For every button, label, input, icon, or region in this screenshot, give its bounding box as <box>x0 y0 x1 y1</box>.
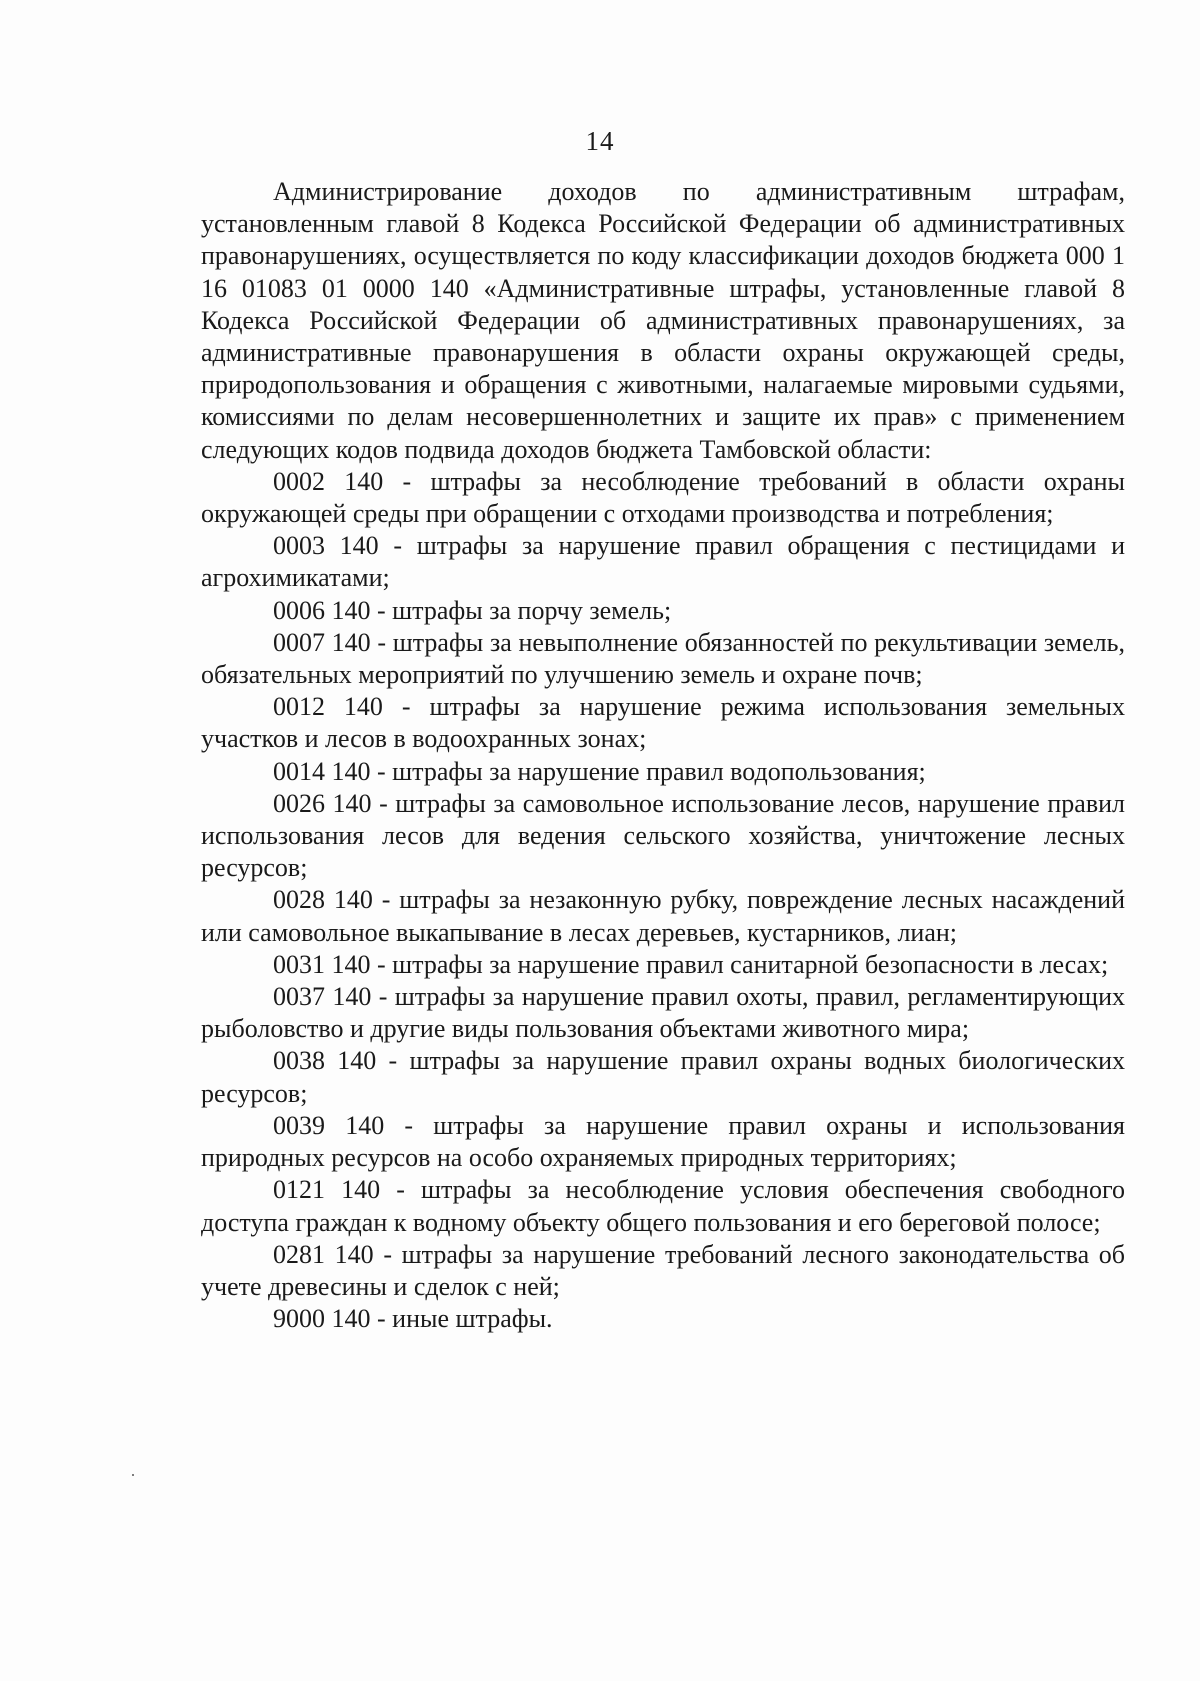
paragraph-code-0003: 0003 140 - штрафы за нарушение правил обращения с пестицидами и агрохимикатами; <box>201 531 1125 593</box>
paragraph-code-0037: 0037 140 - штрафы за нарушение правил охоты, правил, регламентирующих рыболовство и другие виды пользования объектами животного мира; <box>201 982 1125 1044</box>
paragraph-code-0028: 0028 140 - штрафы за незаконную рубку, повреждение лесных насаждений или самовольное выкапывание в лесах деревьев, кустарников, лиан; <box>201 885 1125 947</box>
paragraph-intro: Администрирование доходов по административным штрафам, установленным главой 8 Кодекса Российской Федерации об административных правонарушениях, осуществляется по коду классификации доходов бюджета 000 1 16 01083 01 0000 140 «Административные штрафы, установленные главой 8 Кодекса Российской Федерации об административных правонарушениях, за административные правонарушения в области охраны окружающей среды, природопользования и обращения с животными, налагаемые мировыми судьями, комиссиями по делам несовершеннолетних и защите их прав» с применением следующих кодов подвида доходов бюджета Тамбовской области: <box>201 177 1125 464</box>
paragraph-code-0121: 0121 140 - штрафы за несоблюдение условия обеспечения свободного доступа граждан к водному объекту общего пользования и его береговой полосе; <box>201 1175 1125 1237</box>
paragraph-code-0007: 0007 140 - штрафы за невыполнение обязанностей по рекультивации земель, обязательных мероприятий по улучшению земель и охране почв; <box>201 627 1125 690</box>
paragraph-code-0006: 0006 140 - штрафы за порчу земель; <box>273 595 672 625</box>
paragraph-code-0014: 0014 140 - штрафы за нарушение правил водопользования; <box>273 756 926 786</box>
paragraph-code-0039: 0039 140 - штрафы за нарушение правил охраны и использования природных ресурсов на особо охраняемых природных территориях; <box>201 1110 1125 1173</box>
paragraph-code-0026: 0026 140 - штрафы за самовольное использование лесов, нарушение правил использования лесов для ведения сельского хозяйства, уничтожение лесных ресурсов; <box>201 788 1125 883</box>
scan-speck <box>132 1474 134 1476</box>
paragraph-code-0038: 0038 140 - штрафы за нарушение правил охраны водных биологических ресурсов; <box>201 1046 1125 1108</box>
document-body <box>201 176 1125 1335</box>
page-number: 14 <box>585 126 615 156</box>
paragraph-code-0012: 0012 140 - штрафы за нарушение режима использования земельных участков и лесов в водоохранных зонах; <box>201 692 1125 754</box>
paragraph-code-0031: 0031 140 - штрафы за нарушение правил санитарной безопасности в лесах; <box>273 949 1109 979</box>
paragraph-code-0002: 0002 140 - штрафы за несоблюдение требований в области охраны окружающей среды при обращении с отходами производства и потребления; <box>201 466 1125 529</box>
paragraph-code-9000: 9000 140 - иные штрафы. <box>273 1304 553 1334</box>
paragraph-code-0281: 0281 140 - штрафы за нарушение требований лесного законодательства об учете древесины и сделок с ней; <box>201 1239 1125 1301</box>
